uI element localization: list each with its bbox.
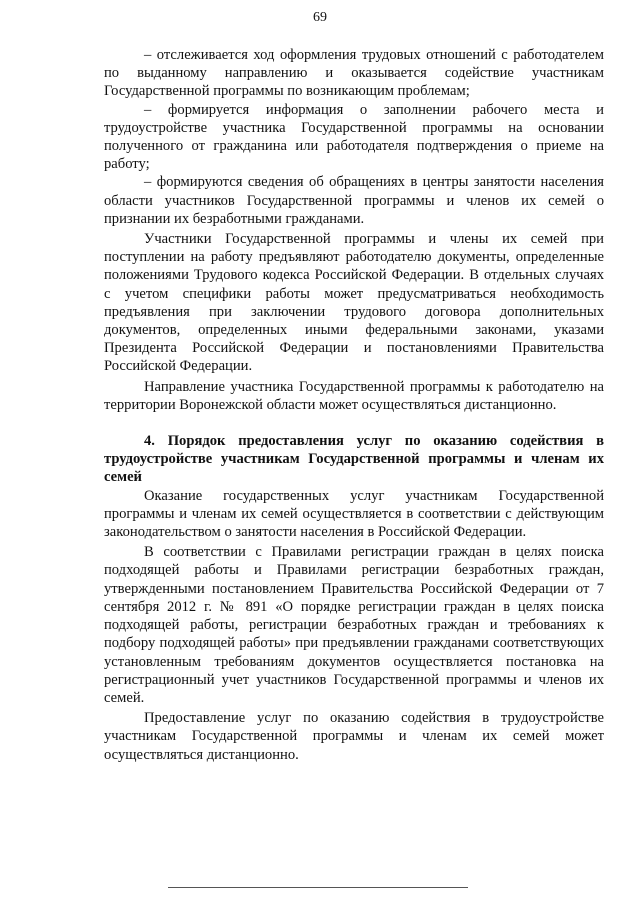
page-bottom-rule xyxy=(168,887,468,888)
paragraph-unemployment-applications: – формируются сведения об обращениях в центры занятости населения области участников Государственной программы и членов их семей о признании их безработными гражданами. xyxy=(104,174,604,227)
paragraph-employment-documents: Участники Государственной программы и члены их семей при поступлении на работу предъявляют работодателю документы, определенные положениями Трудового кодекса Российской Федерации. В отдельных случаях с учетом специфики работы может предусматриваться необходимость предъявления при заключении трудового договора дополнительных документов, определенных иными федеральными законами, указами Президента Российской Федерации и постановлениями Правительства Российской Федерации. xyxy=(104,231,604,375)
paragraph-registration-rules: В соответствии с Правилами регистрации граждан в целях поиска подходящей работы и Правилами регистрации безработных граждан, утвержденными постановлением Правительства Российской Федерации от 7 сентября 2012 г. № 891 «О порядке регистрации граждан в целях поиска подходящей работы, регистрации безработных граждан и требованиях к подбору подходящей работы» при предъявлении гражданами соответствующих установленным требованиям документов осуществляется постановка на регистрационный учет участников Государственной программы и членов их семей. xyxy=(104,544,604,706)
paragraph-remote-services: Предоставление услуг по оказанию содействия в трудоустройстве участникам Государственной программы и членам их семей может осуществляться дистанционно. xyxy=(104,710,604,763)
paragraph-workplace-information: – формируется информация о заполнении рабочего места и трудоустройстве участника Государственной программы на основании полученного от гражданина или работодателя подтверждения о приеме на работу; xyxy=(104,101,604,173)
section-heading: 4. Порядок предоставления услуг по оказанию содействия в трудоустройстве участникам Государственной программы и членам их семей xyxy=(104,433,604,486)
page-number: 69 xyxy=(313,10,327,25)
paragraph-state-services: Оказание государственных услуг участникам Государственной программы и членам их семей осуществляется в соответствии с действующим законодательством о занятости населения в Российской Федерации. xyxy=(104,487,604,541)
paragraph-remote-referral: Направление участника Государственной программы к работодателю на территории Воронежской области может осуществляться дистанционно. xyxy=(104,378,604,413)
paragraph-tracking-employment: – отслеживается ход оформления трудовых отношений с работодателем по выданному направлению и оказывается содействие участникам Государственной программы по возникающим проблемам; xyxy=(104,47,604,100)
document-body xyxy=(104,46,604,764)
